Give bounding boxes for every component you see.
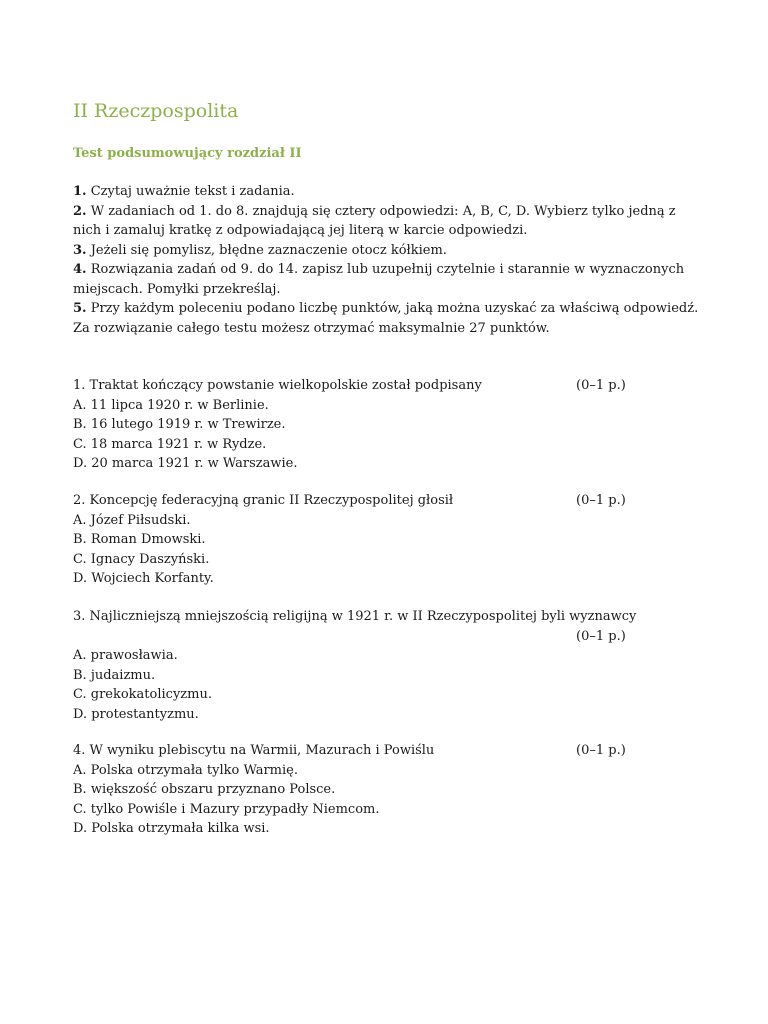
instructions bbox=[73, 182, 703, 338]
answer-option: B. 16 lutego 1919 r. w Trewirze. bbox=[73, 417, 286, 432]
instruction-text: Przy każdym poleceniu podano liczbę punktów, jaką można uzyskać za właściwą odpowiedź. Za rozwiązanie całego testu możesz otrzymać maksymalnie 27 punktów. bbox=[73, 301, 699, 336]
answer-option: A. Polska otrzymała tylko Warmię. bbox=[73, 762, 298, 778]
answer-option: B. judaizmu. bbox=[73, 667, 156, 683]
answer-option: D. Wojciech Korfanty. bbox=[73, 571, 214, 586]
question-3 bbox=[73, 607, 703, 724]
question-points: (0–1 p.) bbox=[576, 743, 626, 758]
answer-option: A. prawosławia. bbox=[73, 648, 178, 663]
instruction-item bbox=[73, 202, 703, 241]
answer-option: A. 11 lipca 1920 r. w Berlinie. bbox=[73, 397, 269, 413]
answer-option: D. protestantyzmu. bbox=[73, 706, 199, 722]
answer-option: C. grekokatolicyzmu. bbox=[73, 687, 212, 702]
question-1 bbox=[73, 376, 703, 474]
question-text: 4. W wyniku plebiscytu na Warmii, Mazurach i Powiślu bbox=[73, 743, 435, 758]
question-4 bbox=[73, 741, 703, 839]
instruction-text: Czytaj uważnie tekst i zadania. bbox=[86, 184, 295, 199]
question-text: 1. Traktat kończący powstanie wielkopolskie został podpisany bbox=[73, 378, 482, 393]
answer-option: C. 18 marca 1921 r. w Rydze. bbox=[73, 436, 267, 452]
instruction-text: W zadaniach od 1. do 8. znajdują się cztery odpowiedzi: A, B, C, D. Wybierz tylko jedną z nich i zamaluj kratkę z odpowiadającą jej literą w karcie odpowiedzi. bbox=[73, 203, 676, 238]
instruction-text: Rozwiązania zadań od 9. do 14. zapisz lub uzupełnij czytelnie i starannie w wyznaczonych miejscach. Pomyłki przekreślaj. bbox=[73, 262, 685, 297]
instruction-text: Jeżeli się pomylisz, błędne zaznaczenie otocz kółkiem. bbox=[86, 242, 447, 258]
question-points: (0–1 p.) bbox=[576, 628, 626, 644]
question-2 bbox=[73, 491, 703, 589]
question-text: 3. Najliczniejszą mniejszością religijną w 1921 r. w II Rzeczypospolitej byli wyznawcy bbox=[73, 609, 637, 624]
answer-option: B. większość obszaru przyznano Polsce. bbox=[73, 782, 336, 797]
answer-option: D. 20 marca 1921 r. w Warszawie. bbox=[73, 456, 298, 471]
instruction-item bbox=[73, 260, 703, 299]
answer-option: C. tylko Powiśle i Mazury przypadły Niemcom. bbox=[73, 801, 380, 817]
instruction-number: 3. bbox=[73, 242, 87, 258]
document-title: II Rzeczpospolita bbox=[73, 100, 239, 122]
question-text: 2. Koncepcję federacyjną granic II Rzeczypospolitej głosił bbox=[73, 493, 454, 508]
instruction-number: 1. bbox=[73, 184, 87, 199]
answer-option: D. Polska otrzymała kilka wsi. bbox=[73, 821, 270, 836]
answer-option: A. Józef Piłsudski. bbox=[73, 512, 191, 528]
question-points: (0–1 p.) bbox=[576, 378, 626, 393]
instruction-number: 2. bbox=[73, 203, 87, 219]
question-points: (0–1 p.) bbox=[576, 493, 626, 508]
instruction-item bbox=[73, 241, 703, 261]
instruction-number: 4. bbox=[73, 262, 87, 277]
instruction-number: 5. bbox=[73, 301, 87, 316]
answer-option: C. Ignacy Daszyński. bbox=[73, 551, 210, 567]
instruction-item bbox=[73, 182, 703, 202]
document-subtitle: Test podsumowujący rozdział II bbox=[73, 146, 302, 161]
instruction-item bbox=[73, 299, 703, 338]
answer-option: B. Roman Dmowski. bbox=[73, 532, 206, 547]
